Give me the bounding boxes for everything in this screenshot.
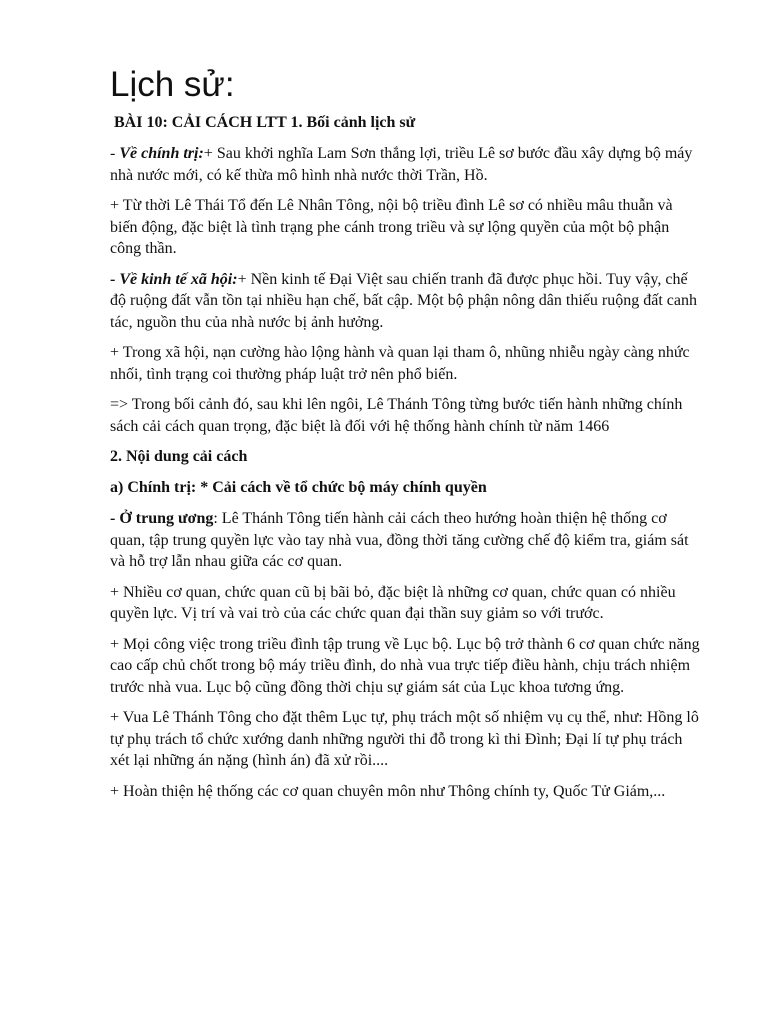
section-2-heading: 2. Nội dung cải cách (110, 448, 248, 465)
paragraph-six-ministries: + Mọi công việc trong triều đình tập trung về Lục bộ. Lục bộ trở thành 6 cơ quan chức năng cao cấp chủ chốt trong bộ máy triều đình, do nhà vua trực tiếp điều hành, chịu trách nhiệm trước nhà vua. Lục bộ cũng đồng thời chịu sự giám sát của Lục khoa tương ứng. (110, 635, 700, 696)
paragraph-society: + Trong xã hội, nạn cường hào lộng hành và quan lại tham ô, nhũng nhiễu ngày càng nhức nhối, tình trạng coi thường pháp luật trở nên phổ biến. (110, 344, 690, 383)
page-title: Lịch sử: (110, 65, 235, 104)
paragraph-economy (110, 269, 700, 334)
paragraph-prefix: - (110, 145, 120, 162)
paragraph-politics (110, 143, 700, 186)
economy-label: Về kinh tế xã hội: (119, 270, 238, 288)
paragraph-text: + Nền kinh tế Đại Việt sau chiến tranh đã được phục hồi. Tuy vậy, chế độ ruộng đất vẫn tồn tại nhiều hạn chế, bất cập. Một bộ phận nông dân thiếu ruộng đất canh tác, nguồn thu của nhà nước bị ảnh hưởng. (110, 270, 697, 331)
lesson-heading: BÀI 10: CẢI CÁCH LTT 1. Bối cảnh lịch sử (114, 114, 416, 131)
central-government-label: - Ở trung ương (110, 510, 214, 527)
paragraph-prefix: - (110, 270, 120, 288)
paragraph-six-courts: + Vua Lê Thánh Tông cho đặt thêm Lục tự, phụ trách một số nhiệm vụ cụ thể, như: Hồng lô tự phụ trách tổ chức xướng danh những người thi đỗ trong kì thi Đình; Đại lí tự phụ trách xét lại những án nặng (hình án) đã xử rồi.... (110, 709, 699, 769)
paragraph-text: + Sau khởi nghĩa Lam Sơn thắng lợi, triều Lê sơ bước đầu xây dựng bộ máy nhà nước mới, có kế thừa mô hình nhà nước thời Trần, Hồ. (110, 145, 693, 184)
paragraph-central-government (110, 508, 700, 573)
politics-label: Về chính trị: (119, 145, 204, 162)
paragraph-specialized-agencies: + Hoàn thiện hệ thống các cơ quan chuyên môn như Thông chính ty, Quốc Tử Giám,... (110, 782, 666, 800)
section-a-heading: a) Chính trị: * Cải cách về tổ chức bộ máy chính quyền (110, 479, 487, 496)
document-content (110, 64, 700, 811)
paragraph-conclusion: => Trong bối cảnh đó, sau khi lên ngôi, Lê Thánh Tông từng bước tiến hành những chính sách cải cách quan trọng, đặc biệt là đối với hệ thống hành chính từ năm 1466 (110, 396, 683, 435)
paragraph-court-conflict: + Từ thời Lê Thái Tổ đến Lê Nhân Tông, nội bộ triều đình Lê sơ có nhiều mâu thuẫn và biến động, đặc biệt là tình trạng phe cánh trong triều và sự lộng quyền của một bộ phận công thần. (110, 197, 673, 257)
paragraph-abolished-offices: + Nhiều cơ quan, chức quan cũ bị bãi bỏ, đặc biệt là những cơ quan, chức quan có nhiều quyền lực. Vị trí và vai trò của các chức quan đại thần suy giảm so với trước. (110, 583, 676, 622)
paragraph-text: : Lê Thánh Tông tiến hành cải cách theo hướng hoàn thiện hệ thống cơ quan, tập trung quyền lực vào tay nhà vua, đồng thời tăng cường chế độ kiểm tra, giám sát và hỗ trợ lẫn nhau giữa các cơ quan. (110, 510, 689, 570)
